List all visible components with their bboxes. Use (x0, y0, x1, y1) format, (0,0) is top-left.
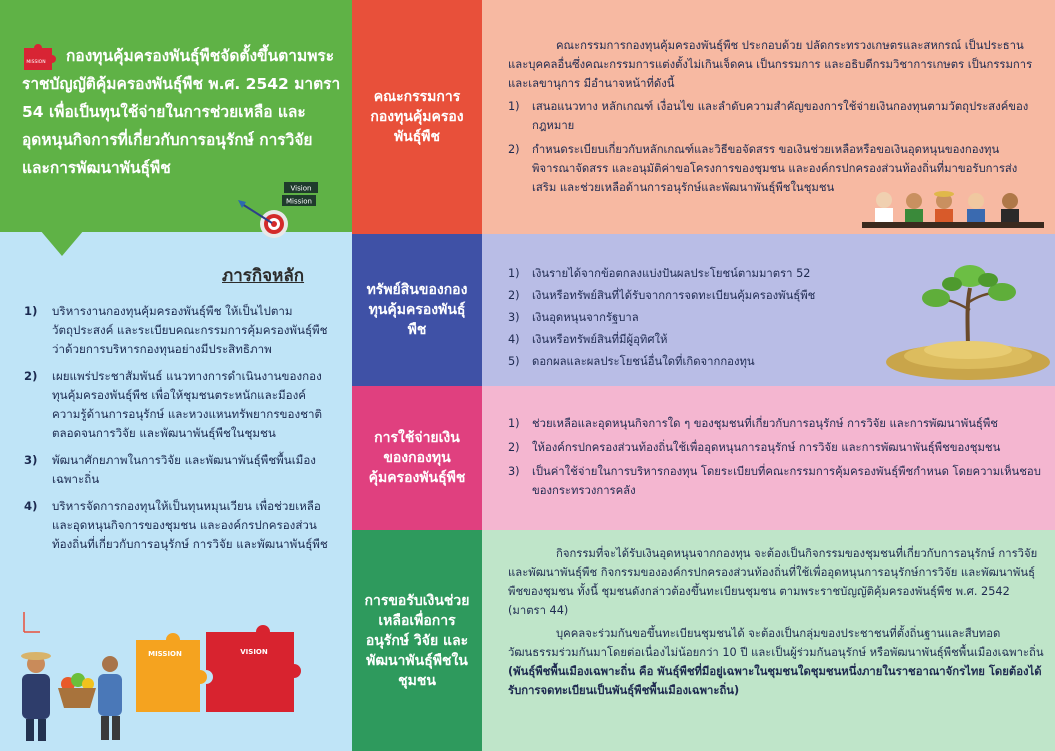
vision-puzzle-icon (206, 625, 301, 712)
item-text: เป็นค่าใช้จ่ายในการบริหารกองทุน โดยระเบียบที่คณะกรรมการคุ้มครองพันธุ์พืชกำหนด โดยความเห็นชอบของกระทรวงการคลัง (532, 465, 1041, 497)
request-section (352, 530, 1055, 751)
vision-tag: Vision (290, 184, 312, 193)
item-number: 1) (508, 100, 520, 113)
item-text: พัฒนาศักยภาพในการวิจัย และพัฒนาพันธุ์พืชพื้นเมืองเฉพาะถิ่น (52, 453, 316, 486)
item-text: กำหนดระเบียบเกี่ยวกับหลักเกณฑ์และวิธีขอจัดสรร ขอเงินช่วยเหลือหรือขอเงินอุดหนุนของกองทุน พิจารณาจัดสรร และอนุมัติค่าขอโครงการของชุมชน และองค์กรปกครองส่วนท้องถิ่นที่มาขอรับการส่งเสริม และช่วยเหลือด้านการอนุรักษ์และพัฒนาพันธุ์พืชในชุมชน (532, 143, 1018, 194)
committee-list (508, 97, 1038, 197)
assets-item (508, 352, 828, 371)
item-number: 4) (508, 333, 520, 346)
vision-puzzle-label: VISION (240, 648, 268, 656)
mission-list (24, 302, 334, 562)
assets-item (508, 264, 828, 283)
money-tree-coins-icon (882, 258, 1052, 382)
committee-item (508, 97, 1038, 135)
mission-item (24, 497, 334, 554)
intro-text: กองทุนคุ้มครองพันธุ์พืชจัดตั้งขึ้นตามพระราชบัญญัติคุ้มครองพันธุ์พืช พ.ศ. 2542 มาตรา 54 เพื่อเป็นทุนใช้จ่ายในการช่วยเหลือ และอุดหนุนกิจการที่เกี่ยวกับการอนุรักษ์ การวิจัย และการพัฒนาพันธุ์พืช (22, 47, 341, 177)
item-number: 1) (508, 267, 520, 280)
request-text (508, 544, 1048, 704)
item-number: 2) (24, 369, 38, 383)
item-text: ช่วยเหลือและอุดหนุนกิจการใด ๆ ของชุมชนที่เกี่ยวกับการอนุรักษ์ การวิจัย และการพัฒนาพันธุ์พืช (532, 417, 998, 430)
puzzle-tag: MISSION (26, 60, 46, 65)
puzzle-piece-icon (22, 42, 58, 72)
item-text: เงินอุดหนุนจากรัฐบาล (532, 311, 639, 324)
community-puzzle-illustration (10, 612, 345, 747)
spending-list (508, 414, 1048, 505)
spending-item (508, 414, 1048, 433)
assets-section (352, 234, 1055, 386)
farmer-figure-icon (21, 652, 51, 741)
item-number: 5) (508, 355, 520, 368)
spending-label: การใช้จ่ายเงินของกองทุนคุ้มครองพันธุ์พืช (352, 386, 482, 530)
mission-item (24, 367, 334, 443)
committee-label: คณะกรรมการกองทุนคุ้มครองพันธุ์พืช (352, 0, 482, 234)
item-text: เสนอแนวทาง หลักเกณฑ์ เงื่อนไข และลำดับความสำคัญของการใช้จ่ายเงินกองทุนตามวัตถุประสงค์ของกฎหมาย (532, 100, 1029, 132)
intro-header (0, 0, 352, 232)
item-number: 2) (508, 289, 520, 302)
item-number: 3) (508, 465, 520, 478)
spending-item (508, 438, 1048, 457)
item-number: 1) (24, 304, 38, 318)
spending-item (508, 462, 1048, 500)
assets-item (508, 330, 828, 349)
mission-heading: ภารกิจหลัก (222, 266, 305, 286)
committee-people-icon (862, 186, 1044, 236)
assets-item (508, 286, 828, 305)
assets-body (482, 234, 1055, 386)
item-number: 2) (508, 441, 520, 454)
item-text: ดอกผลและผลประโยชน์อื่นใดที่เกิดจากกองทุน (532, 355, 755, 368)
mission-item (24, 302, 334, 359)
request-paragraph-2 (508, 624, 1048, 700)
man-figure-icon (98, 656, 122, 740)
left-column (0, 0, 352, 751)
request-paragraph-2-text: บุคคลจะร่วมกันขอขึ้นทะเบียนชุมชนได้ จะต้องเป็นกลุ่มของประชาชนที่ตั้งถิ่นฐานและสืบทอดวัฒนธรรมร่วมกันมาโดยต่อเนื่องไม่น้อยกว่า 10 ปี และเป็นผู้ร่วมกันอนุรักษ์ หรือพัฒนาพันธุ์พืชพื้นเมืองเฉพาะถิ่น (508, 627, 1044, 659)
mission-puzzle-label: MISSION (148, 650, 182, 658)
request-body (482, 530, 1055, 751)
item-number: 3) (508, 311, 520, 324)
assets-label: ทรัพย์สินของกองทุนคุ้มครองพันธุ์พืช (352, 234, 482, 386)
item-text: เงินหรือทรัพย์สินที่ได้รับจากการจดทะเบียนคุ้มครองพันธุ์พืช (532, 289, 816, 302)
mission-puzzle-icon (136, 633, 207, 712)
mission-tag: Mission (286, 197, 312, 206)
committee-body (482, 0, 1055, 234)
request-label: การขอรับเงินช่วยเหลือเพื่อการอนุรักษ์ วิจัย และพัฒนาพันธุ์พืชในชุมชน (352, 530, 482, 751)
item-text: เงินรายได้จากข้อตกลงแบ่งปันผลประโยชน์ตามมาตรา 52 (532, 267, 811, 280)
item-text: เงินหรือทรัพย์สินที่มีผู้อุทิศให้ (532, 333, 668, 346)
item-text: บริหารจัดการกองทุนให้เป็นทุนหมุนเวียน เพื่อช่วยเหลือ และอุดหนุนกิจการของชุมชน และองค์กรปกครองส่วนท้องถิ่นที่เกี่ยวกับการอนุรักษ์ การวิจัย และพัฒนาพันธุ์พืช (52, 499, 328, 551)
item-text: บริหารงานกองทุนคุ้มครองพันธุ์พืช ให้เป็นไปตามวัตถุประสงค์ และระเบียบคณะกรรมการคุ้มครองพันธุ์พืช ว่าด้วยการบริหารกองทุนอย่างมีประสิทธิภาพ (52, 304, 328, 356)
mission-item (24, 451, 334, 489)
spending-section (352, 386, 1055, 530)
spending-body (482, 386, 1055, 530)
item-number: 2) (508, 143, 520, 156)
committee-paragraph: คณะกรรมการกองทุนคุ้มครองพันธุ์พืช ประกอบด้วย ปลัดกระทรวงเกษตรและสหกรณ์ เป็นประธาน และบุคคลอื่นซึ่งคณะกรรมการแต่งตั้งไม่เกินเจ็ดคน เป็นกรรมการ และอธิบดีกรมวิชาการเกษตร เป็นกรรมการและเลขานุการ มีอำนาจหน้าที่ดังนี้ (508, 39, 1033, 90)
committee-text (508, 36, 1038, 202)
request-definition-note: (พันธุ์พืชพื้นเมืองเฉพาะถิ่น คือ พันธุ์พืชที่มีอยู่เฉพาะในชุมชนใดชุมชนหนึ่งภายในราชอาณาจักรไทย โดยต้องได้รับการจดทะเบียนเป็นพันธุ์พืชพื้นเมืองเฉพาะถิ่น) (508, 665, 1042, 697)
assets-item (508, 308, 828, 327)
item-number: 1) (508, 417, 520, 430)
committee-section (352, 0, 1055, 234)
item-text: ให้องค์กรปกครองส่วนท้องถิ่นใช้เพื่ออุดหนุนการอนุรักษ์ การวิจัย และการพัฒนาพันธุ์พืชของชุมชน (532, 441, 1001, 454)
vegetable-basket-icon (58, 673, 96, 708)
item-number: 4) (24, 499, 38, 513)
assets-list (508, 264, 828, 374)
target-dart-icon (232, 180, 320, 240)
request-paragraph-1: กิจกรรมที่จะได้รับเงินอุดหนุนจากกองทุน จะต้องเป็นกิจกรรมของชุมชนที่เกี่ยวกับการอนุรักษ์ การวิจัย และพัฒนาพันธุ์พืช กิจกรรมขององค์กรปกครองส่วนท้องถิ่นที่ใช้เพื่ออุดหนุนการอนุรักษ์การวิจัย และพัฒนาพันธุ์พืชของชุมชน ทั้งนี้ ชุมชนดังกล่าวต้องขึ้นทะเบียนชุมชน ตามพระราชบัญญัติคุ้มครองพันธุ์พืช พ.ศ. 2542 (มาตรา 44) (508, 547, 1038, 617)
item-text: เผยแพร่ประชาสัมพันธ์ แนวทางการดำเนินงานของกองทุนคุ้มครองพันธุ์พืช เพื่อให้ชุมชนตระหนักและมีองค์ความรู้ด้านการอนุรักษ์ และหวงแหนทรัพยากรของชาติ ตลอดจนการวิจัย และพัฒนาพันธุ์พืชในชุมชน (52, 369, 323, 440)
item-number: 3) (24, 453, 38, 467)
speech-tail (40, 230, 84, 256)
